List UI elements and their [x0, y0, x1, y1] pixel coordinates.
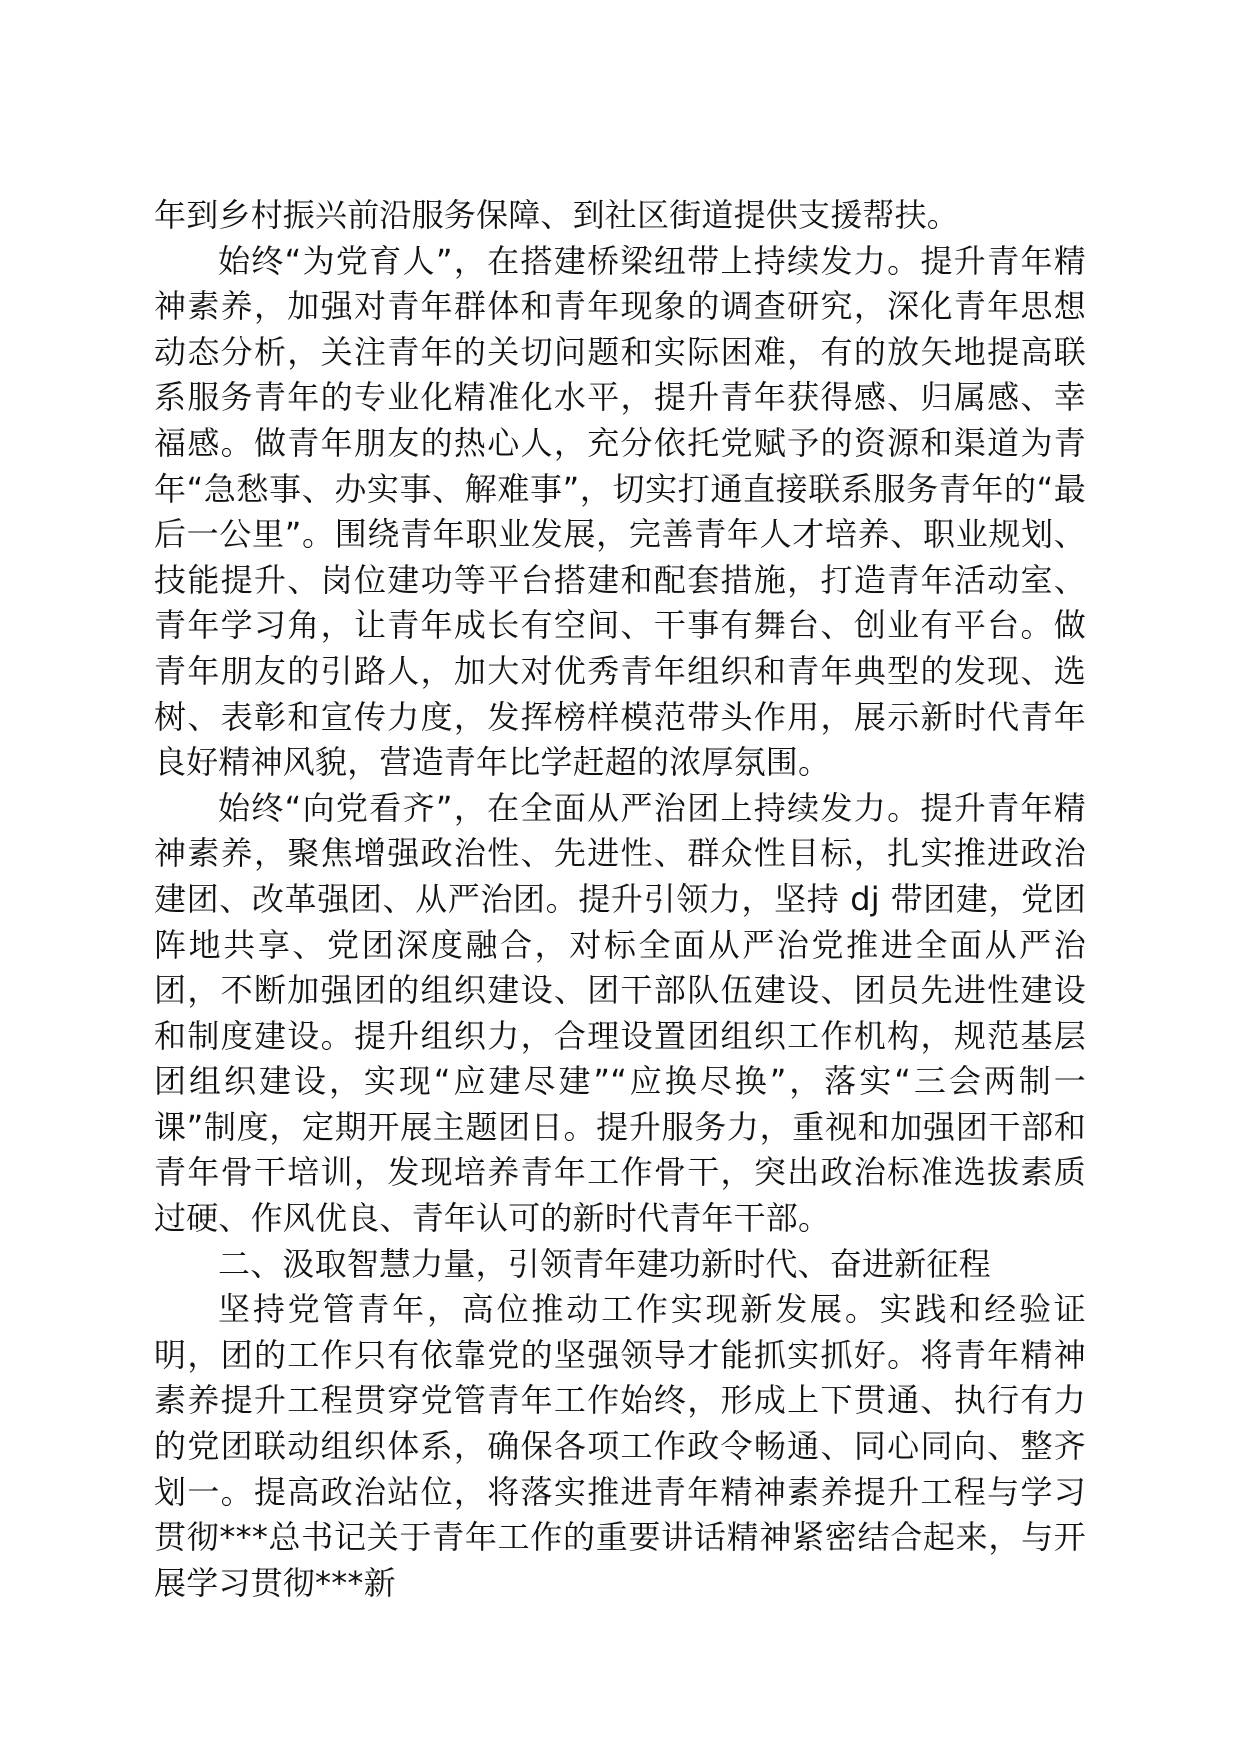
- paragraph-party-leadership: 坚持党管青年，高位推动工作实现新发展。实践和经验证明，团的工作只有依靠党的坚强领导才能抓实抓好。将青年精神素养提升工程贯穿党管青年工作始终，形成上下贯通、执行有力的党团联动组织体系，确保各项工作政令畅通、同心同向、整齐划一。提高政治站位，将落实推进青年精神素养提升工程与学习贯彻***总书记关于青年工作的重要讲话精神紧密结合起来，与开展学习贯彻***新: [154, 1290, 1086, 1602]
- paragraph-bridge-building: 始终“为党育人”，在搭建桥梁纽带上持续发力。提升青年精神素养，加强对青年群体和青年现象的调查研究，深化青年思想动态分析，关注青年的关切问题和实际困难，有的放矢地提高联系服务青年的专业化精准化水平，提升青年获得感、归属感、幸福感。做青年朋友的热心人，充分依托党赋予的资源和渠道为青年“急愁事、办实事、解难事”，切实打通直接联系服务青年的“最后一公里”。围绕青年职业发展，完善青年人才培养、职业规划、技能提升、岗位建功等平台搭建和配套措施，打造青年活动室、青年学习角，让青年成长有空间、干事有舞台、创业有平台。做青年朋友的引路人，加大对优秀青年组织和青年典型的发现、选树、表彰和宣传力度，发挥榜样模范带头作用，展示新时代青年良好精神风貌，营造青年比学赶超的浓厚氛围。: [154, 241, 1086, 782]
- document-body: [154, 193, 1086, 1606]
- section-heading-2: 二、汲取智慧力量，引领青年建功新时代、奋进新征程: [218, 1244, 991, 1283]
- paragraph-continuation: 年到乡村振兴前沿服务保障、到社区街道提供支援帮扶。: [154, 196, 960, 234]
- paragraph-strict-governance: 始终“向党看齐”，在全面从严治团上持续发力。提升青年精神素养，聚焦增强政治性、先进性、群众性目标，扎实推进政治建团、改革强团、从严治团。提升引领力，坚持 dj 带团建，党团阵地共享、党团深度融合，对标全面从严治党推进全面从严治团，不断加强团的组织建设、团干部队伍建设、团员先进性建设和制度建设。提升组织力，合理设置团组织工作机构，规范基层团组织建设，实现“应建尽建”“应换尽换”，落实“三会两制一课”制度，定期开展主题团日。提升服务力，重视和加强团干部和青年骨干培训，发现培养青年工作骨干，突出政治标准选拔素质过硬、作风优良、青年认可的新时代青年干部。: [154, 788, 1086, 1238]
